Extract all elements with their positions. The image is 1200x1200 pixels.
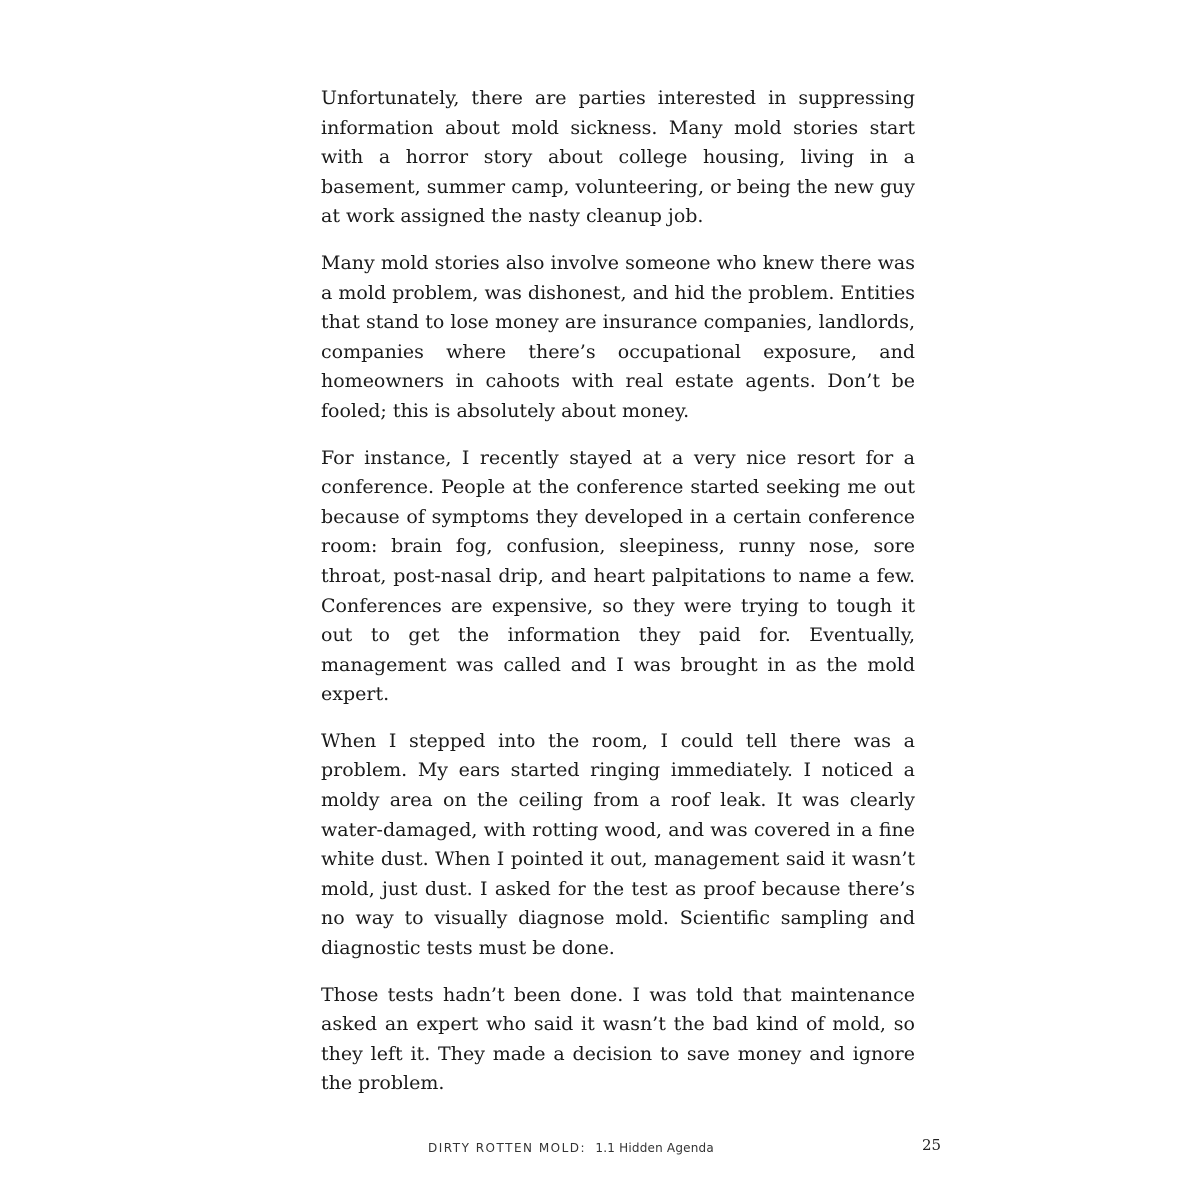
page-number: 25 (922, 1136, 942, 1154)
paragraph-3: For instance, I recently stayed at a very nice resort for a conference. People at the conference started seeking me out because of symptoms they developed in a certain conference room: brain fog, confusion, sleepiness, runny nose, sore throat, post-nasal drip, and heart palpitations to name a few. Conferences are expensive, so they were trying to tough it out to get the information they paid for. Eventually, management was called and I was brought in as the mold expert. (321, 446, 915, 706)
page-body (321, 84, 915, 1116)
paragraph-1: Unfortunately, there are parties interested in suppressing information about mold sickness. Many mold stories start with a horror story about college housing, living in a basement, summer camp, volunteering, or being the new guy at work assigned the nasty cleanup job. (321, 87, 915, 228)
footer-chapter: 1.1 Hidden Agenda (595, 1141, 714, 1155)
paragraph-4: When I stepped into the room, I could tell there was a problem. My ears started ringing immediately. I noticed a moldy area on the ceiling from a roof leak. It was clearly water-damaged, with rotting wood, and was covered in a fine white dust. When I pointed it out, management said it wasn’t mold, just dust. I asked for the test as proof because there’s no way to visually diagnose mold. Scientific sampling and diagnostic tests must be done. (321, 729, 915, 960)
paragraph-5: Those tests hadn’t been done. I was told that maintenance asked an expert who said it wasn’t the bad kind of mold, so they left it. They made a decision to save money and ignore the problem. (321, 983, 915, 1095)
paragraph-2: Many mold stories also involve someone who knew there was a mold problem, was dishonest, and hid the problem. Entities that stand to lose money are insurance companies, landlords, companies where there’s occupational exposure, and homeowners in cahoots with real estate agents. Don’t be fooled; this is absolutely about money. (321, 251, 915, 422)
footer-book-title: DIRTY ROTTEN MOLD: (428, 1141, 587, 1155)
running-footer (428, 1141, 714, 1155)
